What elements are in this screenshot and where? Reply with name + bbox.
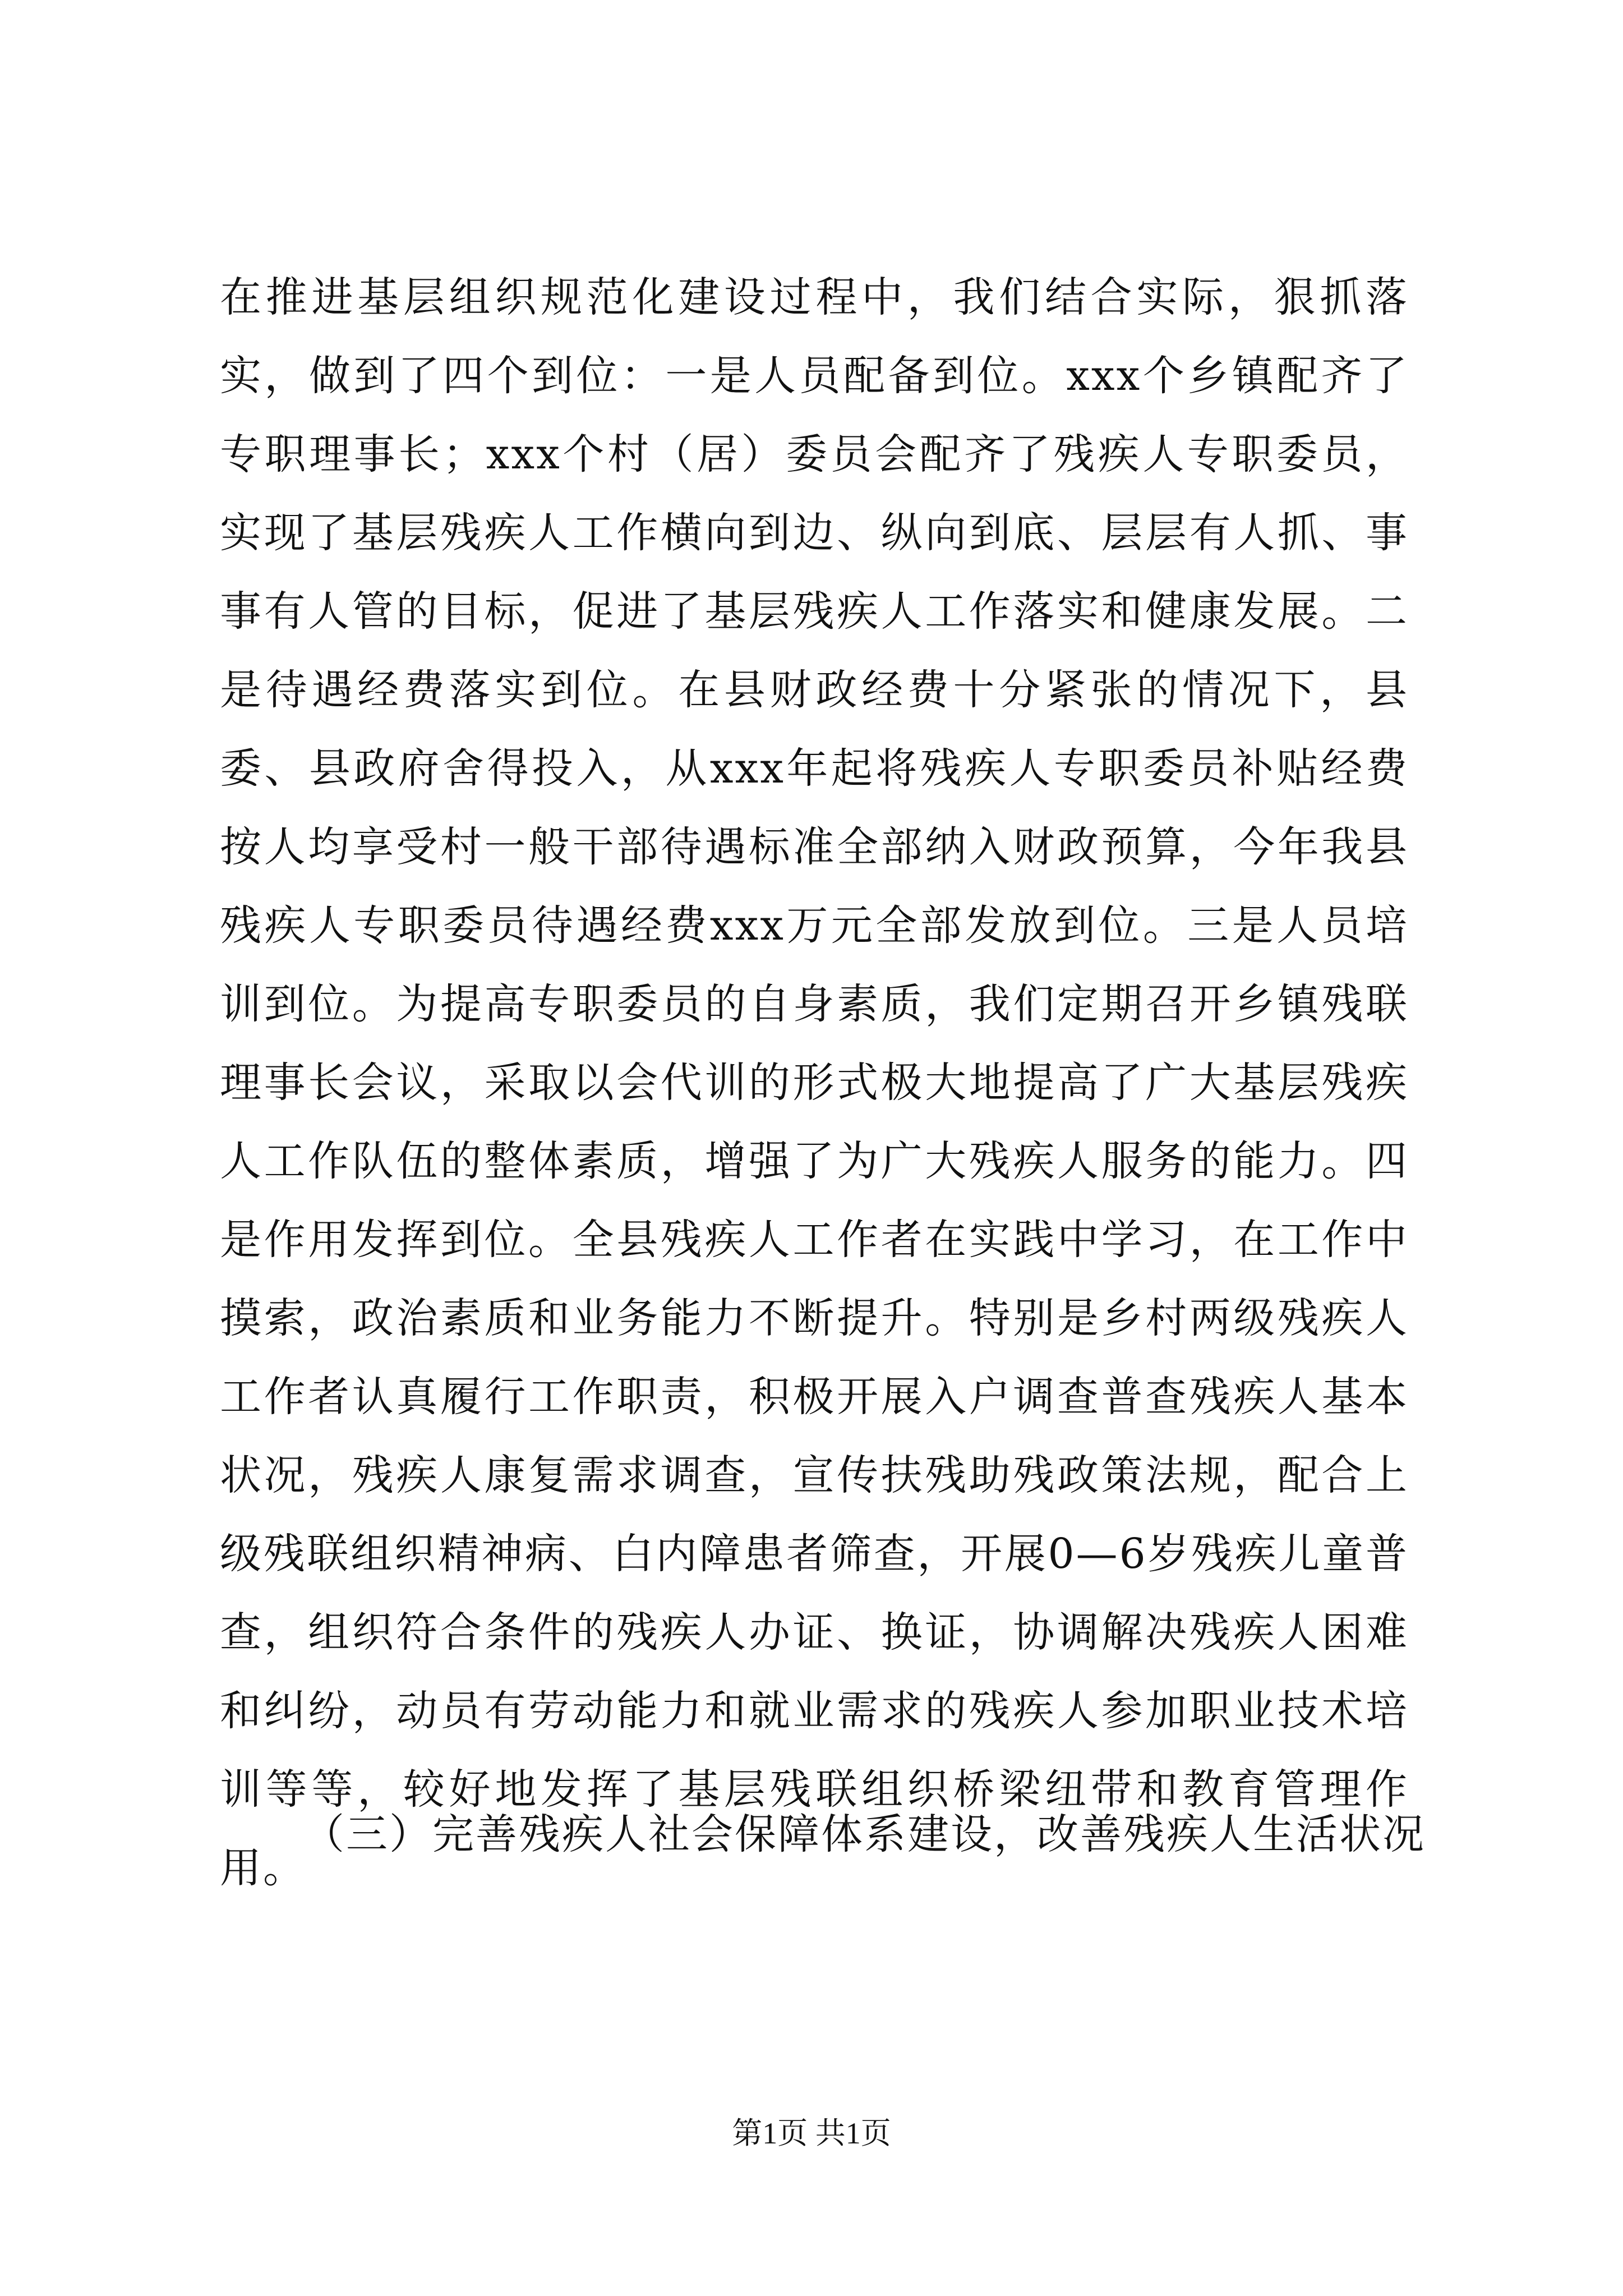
page-number-label: 第1页 共1页 [732,2116,891,2150]
body-paragraph: 在推进基层组织规范化建设过程中，我们结合实际，狠抓落实，做到了四个到位：一是人员配备到位。xxx个乡镇配齐了专职理事长；xxx个村（居）委员会配齐了残疾人专职委员，实现了基层残疾人工作横向到边、纵向到底、层层有人抓、事事有人管的目标，促进了基层残疾人工作落实和健康发展。二是待遇经费落实到位。在县财政经费十分紧张的情况下，县委、县政府舍得投入，从xxx年起将残疾人专职委员补贴经费按人均享受村一般干部待遇标准全部纳入财政预算，今年我县残疾人专职委员待遇经费xxx万元全部发放到位。三是人员培训到位。为提高专职委员的自身素质，我们定期召开乡镇残联理事长会议，采取以会代训的形式极大地提高了广大基层残疾人工作队伍的整体素质，增强了为广大残疾人服务的能力。四是作用发挥到位。全县残疾人工作者在实践中学习，在工作中摸索，政治素质和业务能力不断提升。特别是乡村两级残疾人工作者认真履行工作职责，积极开展入户调查普查残疾人基本状况，残疾人康复需求调查，宣传扶残助残政策法规，配合上级残联组织精神病、白内障患者筛查，开展0—6岁残疾儿童普查，组织符合条件的残疾人办证、换证，协调解决残疾人困难和纠纷，动员有劳动能力和就业需求的残疾人参加职业技术培训等等，较好地发挥了基层残联组织桥梁纽带和教育管理作用。 [220,273,1409,1892]
page-footer [0,2109,1623,2152]
section-heading: （三）完善残疾人社会保障体系建设，改善残疾人生活状况 [303,1810,1426,1858]
body-text-block [220,258,1426,1907]
